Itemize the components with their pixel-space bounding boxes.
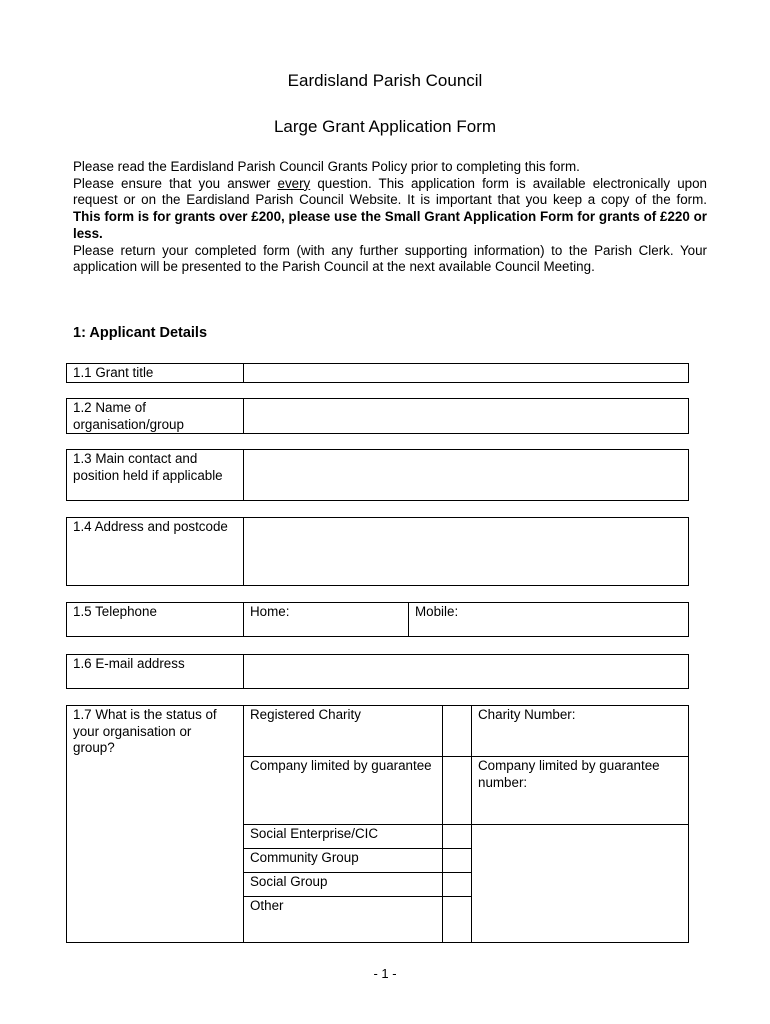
form-title: Large Grant Application Form: [273, 117, 497, 136]
intro-answer-every: [73, 176, 707, 209]
grant-title-label: 1.1 Grant title: [67, 364, 244, 383]
section-heading-applicant: 1: Applicant Details: [73, 325, 208, 341]
status-registered-charity-label: Registered Charity: [244, 706, 443, 757]
status-social-group-checkbox[interactable]: [443, 873, 472, 897]
page-number: - 1 -: [373, 966, 397, 981]
charity-number-field[interactable]: [472, 706, 689, 757]
address-input[interactable]: [244, 518, 689, 586]
status-social-enterprise-label: Social Enterprise/CIC: [244, 825, 443, 849]
email-input[interactable]: [244, 655, 689, 689]
status-registered-charity-checkbox[interactable]: [443, 706, 472, 757]
telephone-label: 1.5 Telephone: [67, 603, 244, 637]
status-table: [66, 705, 689, 943]
council-name: Eardisland Parish Council: [287, 71, 483, 90]
intro-answer-before: Please ensure that you answer: [73, 175, 278, 191]
org-name-table: [66, 398, 689, 434]
address-table: [66, 517, 689, 586]
main-contact-table: [66, 449, 689, 501]
status-company-limited-checkbox[interactable]: [443, 757, 472, 825]
grant-title-input[interactable]: [244, 364, 689, 383]
intro-every-emphasis: every: [277, 175, 311, 191]
mobile-phone-input[interactable]: [409, 603, 689, 637]
intro-read-policy: Please read the Eardisland Parish Council Grants Policy prior to completing this form.: [73, 159, 580, 174]
company-number-field[interactable]: [472, 757, 689, 825]
grant-title-table: [66, 363, 689, 383]
charity-number-label: Charity Number:: [478, 707, 576, 722]
main-contact-label: 1.3 Main contact and position held if applicable: [67, 450, 244, 501]
status-social-enterprise-checkbox[interactable]: [443, 825, 472, 849]
status-other-label: Other: [244, 897, 443, 943]
main-contact-input[interactable]: [244, 450, 689, 501]
intro-return-form: Please return your completed form (with any further supporting information) to the Parish Clerk. Your application will be presented to the Parish Council at the next available Council Meeting.: [73, 242, 707, 275]
org-name-label: 1.2 Name of organisation/group: [67, 399, 244, 434]
intro-text: [73, 159, 707, 276]
intro-answer-after: question. This application form is available electronically upon request or on the Eardisland Parish Council Website. It is important that you keep a copy of the form.: [73, 175, 707, 208]
status-company-limited-label: Company limited by guarantee: [244, 757, 443, 825]
status-blank-cell: [472, 825, 689, 943]
mobile-phone-label: Mobile:: [415, 604, 459, 619]
status-other-checkbox[interactable]: [443, 897, 472, 943]
status-community-group-checkbox[interactable]: [443, 849, 472, 873]
address-label: 1.4 Address and postcode: [67, 518, 244, 586]
company-number-label: Company limited by guarantee number:: [478, 758, 660, 790]
intro-threshold-bold: This form is for grants over £200, please use the Small Grant Application Form for grants of £220 or less.: [73, 209, 707, 241]
telephone-table: [66, 602, 689, 637]
home-phone-label: Home:: [250, 604, 290, 619]
home-phone-input[interactable]: [244, 603, 409, 637]
status-community-group-label: Community Group: [244, 849, 443, 873]
status-label: 1.7 What is the status of your organisation or group?: [67, 706, 244, 943]
org-name-input[interactable]: [244, 399, 689, 434]
status-social-group-label: Social Group: [244, 873, 443, 897]
email-label: 1.6 E-mail address: [67, 655, 244, 689]
intro-grant-threshold: [73, 209, 707, 242]
email-table: [66, 654, 689, 689]
